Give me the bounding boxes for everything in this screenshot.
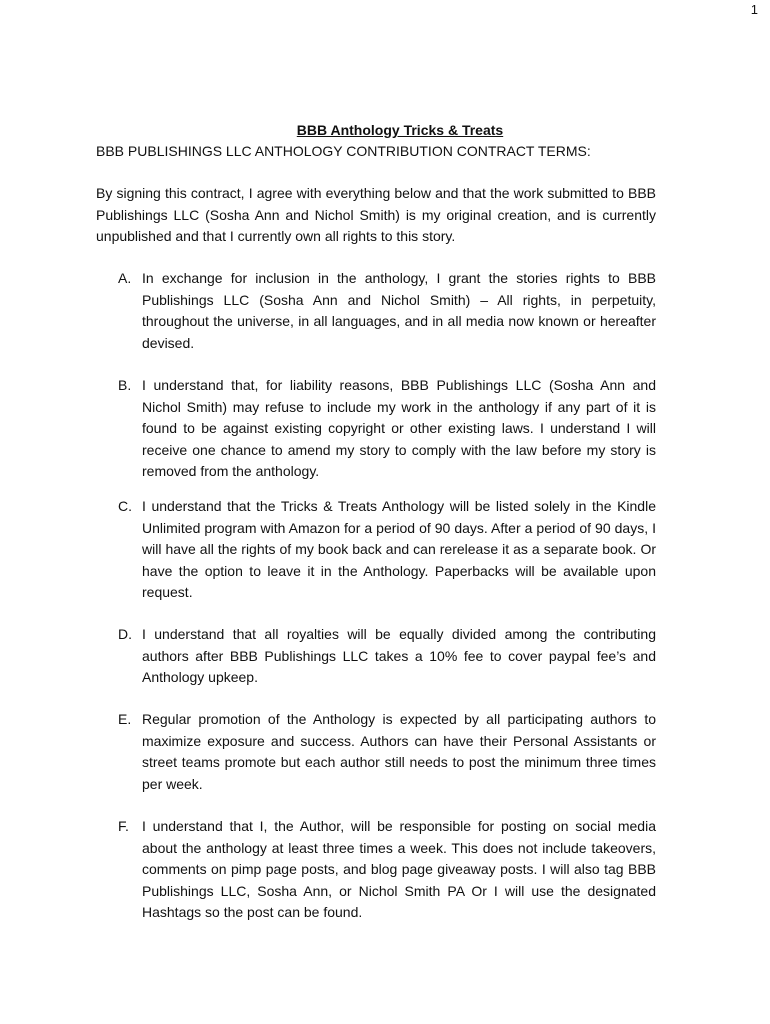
document-subtitle: BBB PUBLISHINGS LLC ANTHOLOGY CONTRIBUTION CONTRACT TERMS: [96, 143, 591, 159]
term-text: I understand that I, the Author, will be responsible for posting on social media about the anthology at least three times a week. This does not include takeovers, comments on pimp page posts, and blog page giveaway posts. I will also tag BBB Publishings LLC, Sosha Ann, or Nichol Smith PA Or I will use the designated Hashtags so the post can be found. [142, 818, 656, 920]
term-item-e [118, 709, 656, 795]
term-text: Regular promotion of the Anthology is expected by all participating authors to maximize exposure and success. Authors can have their Personal Assistants or street teams promote but each author still needs to post the minimum three times per week. [142, 711, 656, 792]
term-text: I understand that, for liability reasons, BBB Publishings LLC (Sosha Ann and Nichol Smith) may refuse to include my work in the anthology if any part of it is found to be against existing copyright or other existing laws. I understand I will receive one chance to amend my story to comply with the law before my story is removed from the anthology. [142, 377, 656, 479]
term-text: In exchange for inclusion in the anthology, I grant the stories rights to BBB Publishings LLC (Sosha Ann and Nichol Smith) – All rights, in perpetuity, throughout the universe, in all languages, and in all media now known or hereafter devised. [142, 270, 656, 351]
term-letter: D. [118, 626, 132, 642]
term-text: I understand that all royalties will be equally divided among the contributing authors after BBB Publishings LLC takes a 10% fee to cover paypal fee’s and Anthology upkeep. [142, 626, 656, 685]
intro-paragraph: By signing this contract, I agree with everything below and that the work submitted to BBB Publishings LLC (Sosha Ann and Nichol Smith) is my original creation, and is currently unpublished and that I currently own all rights to this story. [96, 185, 656, 244]
term-item-d [118, 624, 656, 689]
page-number: 1 [750, 2, 758, 17]
document-title: BBB Anthology Tricks & Treats [296, 122, 504, 138]
term-letter: F. [118, 818, 129, 834]
term-item-b [118, 375, 656, 483]
term-text: I understand that the Tricks & Treats Anthology will be listed solely in the Kindle Unlimited program with Amazon for a period of 90 days. After a period of 90 days, I will have all the rights of my book back and can rerelease it as a separate book. Or have the option to leave it in the Anthology. Paperbacks will be available upon request. [142, 498, 656, 600]
term-letter: E. [118, 711, 132, 727]
term-letter: B. [118, 377, 132, 393]
term-letter: A. [118, 270, 132, 286]
term-item-a [118, 268, 656, 354]
term-letter: C. [118, 498, 132, 514]
term-item-c [118, 496, 656, 604]
term-item-f [118, 816, 656, 924]
